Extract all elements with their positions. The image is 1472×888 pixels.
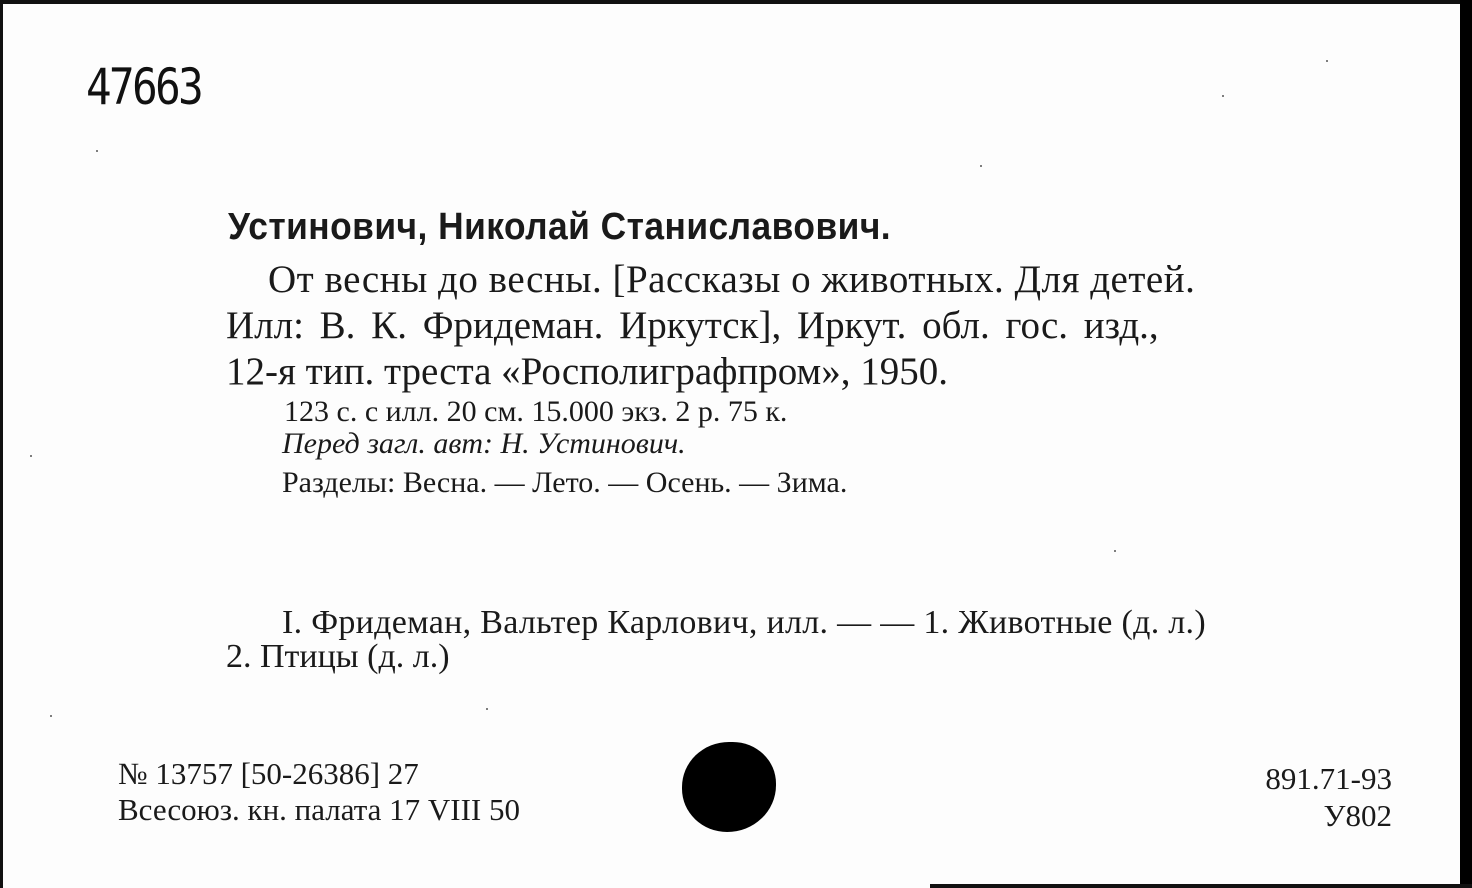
card-edge-top (0, 0, 1472, 4)
author-heading: Устинович, Николай Станиславович. (228, 206, 892, 248)
dust-speck (1222, 95, 1224, 97)
card-edge-left (0, 0, 3, 888)
dust-speck (30, 455, 32, 457)
tracing-line-2: 2. Птицы (д. л.) (226, 638, 450, 675)
tracing-line-1: I. Фридеман, Вальтер Карлович, илл. — — 1. Животные (д. л.) (282, 604, 1206, 641)
physical-description: 123 с. с илл. 20 см. 15.000 экз. 2 р. 75 к. (284, 395, 788, 428)
record-number: № 13757 [50-26386] 27 (118, 756, 419, 791)
card-edge-bottom (930, 884, 1472, 888)
title-line-1: От весны до весны. [Рассказы о животных. Для детей. (268, 258, 1196, 301)
handwritten-accession-number: 47663 (86, 58, 202, 116)
dust-speck (1326, 60, 1328, 62)
dust-speck (50, 715, 52, 717)
card-edge-right (1460, 0, 1472, 888)
dust-speck (96, 150, 98, 152)
contents-note: Разделы: Весна. — Лето. — Осень. — Зима. (282, 466, 848, 499)
cutter-mark: У802 (1323, 798, 1392, 833)
dust-speck (486, 708, 488, 710)
issuer-line: Всесоюз. кн. палата 17 VIII 50 (118, 792, 521, 827)
punch-hole (682, 742, 776, 832)
dust-speck (1114, 550, 1116, 552)
dust-speck (980, 165, 982, 167)
author-note: Перед загл. авт: Н. Устинович. (282, 427, 686, 460)
title-line-2: Илл: В. К. Фридеман. Иркутск], Иркут. обл. гос. изд., (226, 304, 1159, 347)
classification-number: 891.71-93 (1265, 761, 1392, 796)
title-line-3: 12-я тип. треста «Росполиграфпром», 1950. (226, 350, 948, 393)
